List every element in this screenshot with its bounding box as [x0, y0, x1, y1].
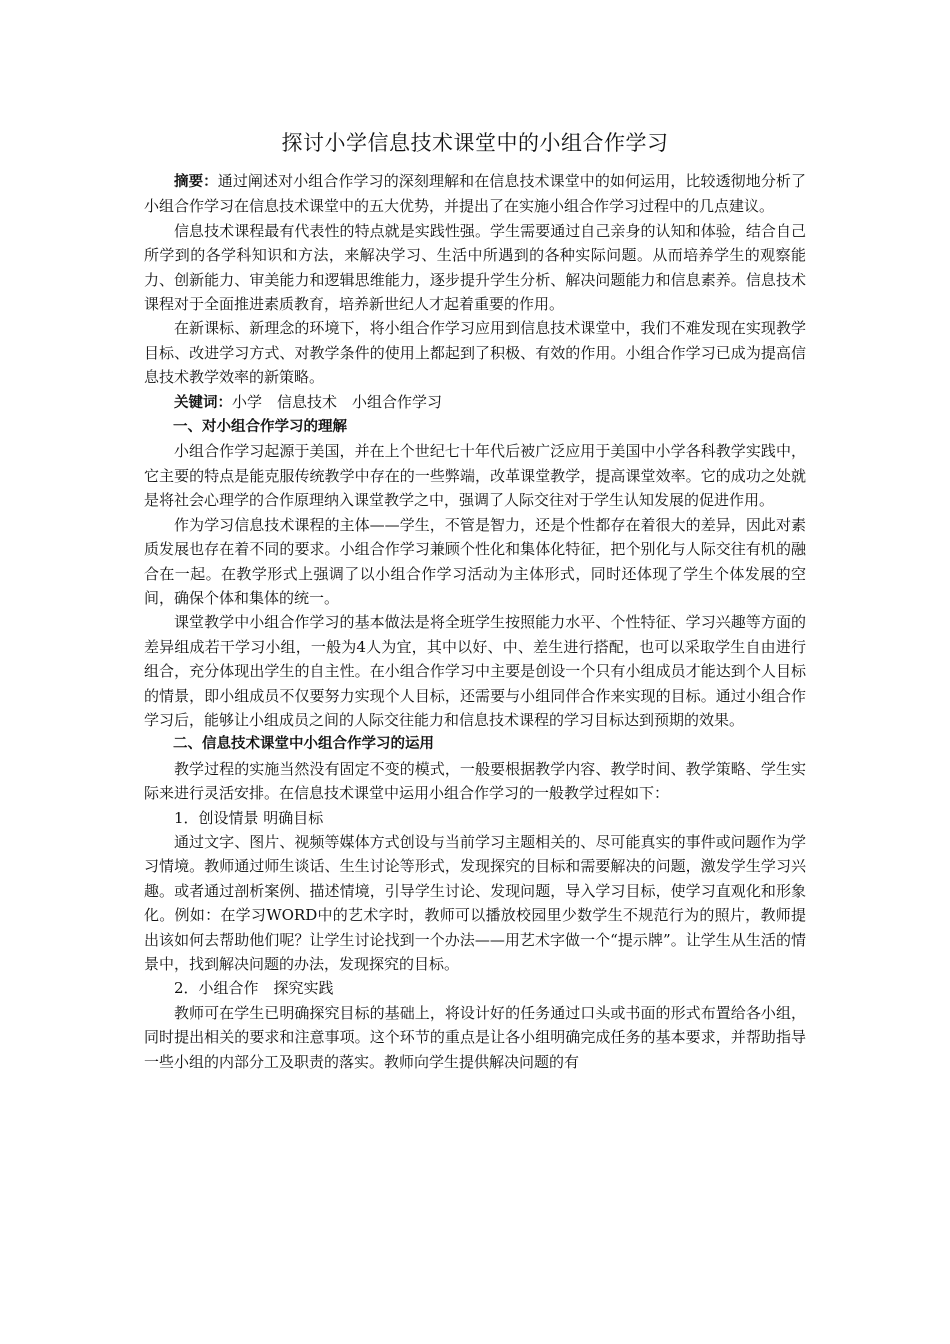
keyword: 小学: [232, 392, 263, 411]
keywords-line: [144, 390, 806, 415]
body-paragraph: 通过文字、图片、视频等媒体方式创设与当前学习主题相关的、尽可能真实的事件或问题作为学习情境。教师通过师生谈话、生生讨论等形式，发现探究的目标和需要解决的问题，激发学生学习兴趣。或者通过剖析案例、描述情境，引导学生讨论、发现问题，导入学习目标，使学习直观化和形象化。例如：在学习WORD中的艺术字时，教师可以播放校园里少数学生不规范行为的照片，教师提出该如何去帮助他们呢？让学生讨论找到一个办法——用艺术字做一个“提示牌”。让学生从生活的情景中，找到解决问题的办法，发现探究的目标。: [144, 832, 806, 973]
keyword: 信息技术: [277, 392, 338, 411]
body-paragraph: 教师可在学生已明确探究目标的基础上，将设计好的任务通过口头或书面的形式布置给各小组，同时提出相关的要求和注意事项。这个环节的重点是让各小组明确完成任务的基本要求，并帮助指导一些小组的内部分工及职责的落实。教师向学生提供解决问题的有: [144, 1003, 806, 1071]
abstract-label: 摘要：: [174, 174, 218, 190]
body-paragraph: 教学过程的实施当然没有固定不变的模式，一般要根据教学内容、教学时间、教学策略、学生实际来进行灵活安排。在信息技术课堂中运用小组合作学习的一般教学过程如下：: [144, 759, 806, 803]
body-paragraph: 作为学习信息技术课程的主体——学生，不管是智力，还是个性都存在着很大的差异，因此对素质发展也存在着不同的要求。小组合作学习兼顾个性化和集体化特征，把个别化与人际交往有机的融合在一起。在教学形式上强调了以小组合作学习活动为主体形式，同时还体现了学生个体发展的空间，确保个体和集体的统一。: [144, 515, 806, 607]
abstract-text: 通过阐述对小组合作学习的深刻理解和在信息技术课堂中的如何运用，比较透彻地分析了小组合作学习在信息技术课堂中的五大优势，并提出了在实施小组合作学习过程中的几点建议。: [144, 172, 806, 216]
step-heading: 2．小组合作 探究实践: [174, 979, 334, 998]
document-title: 探讨小学信息技术课堂中的小组合作学习: [281, 131, 669, 155]
document-page: [144, 128, 806, 1074]
section-heading: 二、信息技术课堂中小组合作学习的运用: [173, 736, 434, 753]
intro-paragraph: 信息技术课程最有代表性的特点就是实践性强。学生需要通过自己亲身的认知和体验，结合自己所学到的各学科知识和方法，来解决学习、生活中所遇到的各种实际问题。从而培养学生的观察能力、创新能力、审美能力和逻辑思维能力，逐步提升学生分析、解决问题能力和信息素养。信息技术课程对于全面推进素质教育，培养新世纪人才起着重要的作用。: [144, 221, 806, 314]
step-heading: 1．创设情景 明确目标: [174, 808, 324, 827]
keyword: 小组合作学习: [352, 392, 443, 411]
section-heading: 一、对小组合作学习的理解: [173, 419, 347, 436]
body-paragraph: 课堂教学中小组合作学习的基本做法是将全班学生按照能力水平、个性特征、学习兴趣等方面的差异组成若干学习小组，一般为4人为宜，其中以好、中、差生进行搭配，也可以采取学生自由进行组合，充分体现出学生的自主性。在小组合作学习中主要是创设一个只有小组成员才能达到个人目标的情景，即小组成员不仅要努力实现个人目标，还需要与小组同伴合作来实现的目标。通过小组合作学习后，能够让小组成员之间的人际交往能力和信息技术课程的学习目标达到预期的效果。: [144, 613, 806, 729]
keywords-label: 关键词：: [174, 394, 232, 411]
body-paragraph: 小组合作学习起源于美国，并在上个世纪七十年代后被广泛应用于美国中小学各科教学实践中，它主要的特点是能克服传统教学中存在的一些弊端，改革课堂教学，提高课堂效率。它的成功之处就是将社会心理学的合作原理纳入课堂教学之中，强调了人际交往对于学生认知发展的促进作用。: [144, 442, 806, 510]
intro-paragraph: 在新课标、新理念的环境下，将小组合作学习应用到信息技术课堂中，我们不难发现在实现教学目标、改进学习方式、对教学条件的使用上都起到了积极、有效的作用。小组合作学习已成为提高信息技术教学效率的新策略。: [144, 319, 806, 387]
abstract-paragraph: [144, 169, 806, 219]
